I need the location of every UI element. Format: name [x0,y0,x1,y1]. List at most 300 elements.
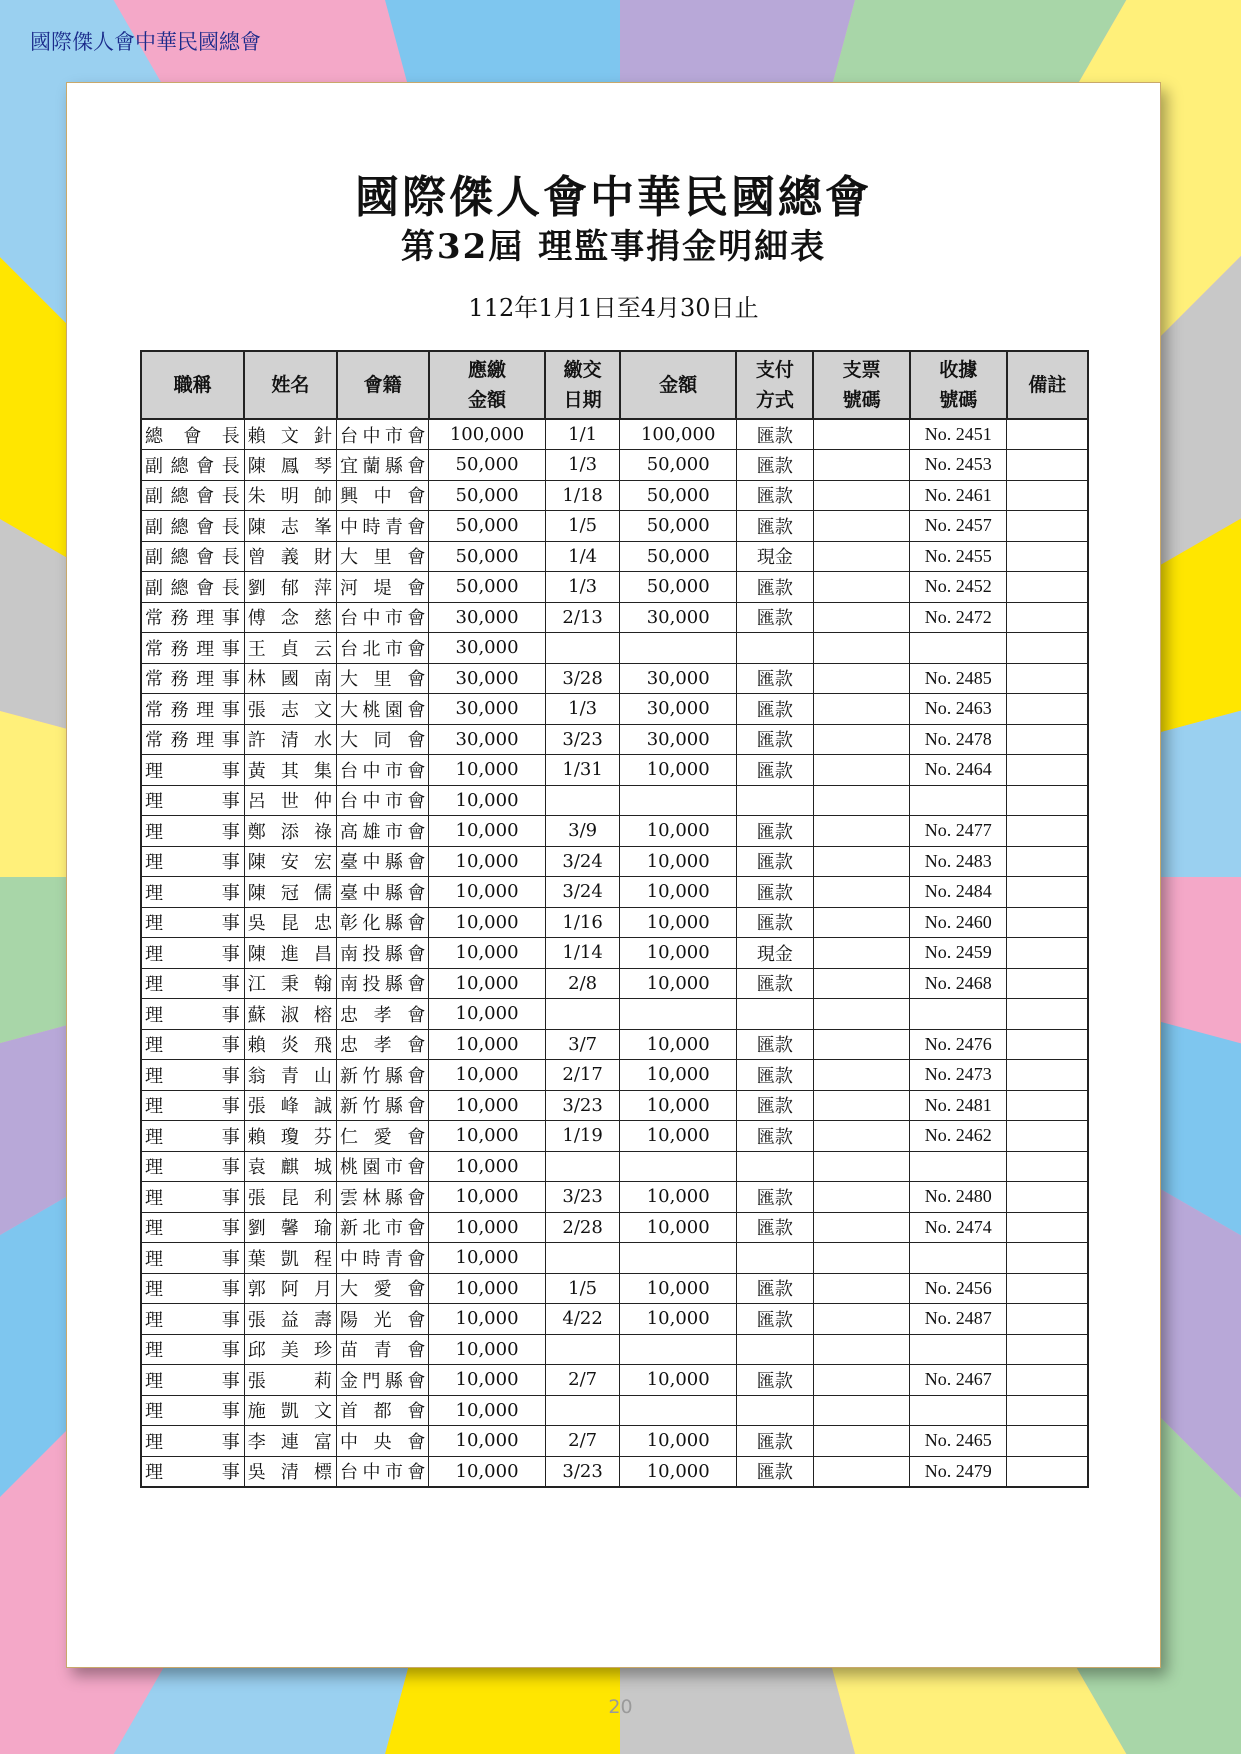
cell-amount: 10,000 [620,1426,736,1457]
table-row [141,663,1088,694]
cell-club: 金門縣會 [337,1365,429,1396]
cell-amount: 10,000 [620,816,736,847]
cell-due-amount: 10,000 [429,968,545,999]
cell-pay-date: 3/24 [545,846,620,877]
cell-payment-method: 匯款 [736,1304,813,1335]
cell-amount: 50,000 [620,572,736,603]
cell-pay-date [545,633,620,664]
cell-amount: 30,000 [620,602,736,633]
cell-club: 臺中縣會 [337,877,429,908]
cell-due-amount: 10,000 [429,1243,545,1274]
cell-receipt-number [910,785,1007,816]
cell-amount: 10,000 [620,938,736,969]
cell-remarks [1007,633,1088,664]
document-page [66,82,1161,1668]
page-number: 20 [608,1696,633,1718]
table-row [141,1243,1088,1274]
cell-amount [620,1334,736,1365]
cell-name: 郭阿月 [244,1273,336,1304]
cell-pay-date: 3/23 [545,1182,620,1213]
cell-name: 曾義財 [244,541,336,572]
cell-amount: 50,000 [620,450,736,481]
cell-due-amount: 100,000 [429,419,545,450]
cell-remarks [1007,938,1088,969]
cell-name: 賴文針 [244,419,336,450]
table-row [141,1365,1088,1396]
cell-pay-date [545,1243,620,1274]
cell-name: 袁麒城 [244,1151,336,1182]
cell-payment-method: 匯款 [736,1273,813,1304]
cell-name: 劉郁萍 [244,572,336,603]
cell-payment-method [736,1243,813,1274]
cell-remarks [1007,816,1088,847]
cell-title: 理事 [141,1090,244,1121]
cell-payment-method: 匯款 [736,1212,813,1243]
cell-amount: 10,000 [620,1029,736,1060]
cell-receipt-number: No. 2473 [910,1060,1007,1091]
cell-amount [620,1243,736,1274]
cell-name: 張峰誠 [244,1090,336,1121]
cell-receipt-number [910,633,1007,664]
donation-table [140,350,1089,1488]
cell-remarks [1007,419,1088,450]
cell-payment-method: 匯款 [736,602,813,633]
cell-pay-date [545,999,620,1030]
cell-check-number [813,480,910,511]
cell-pay-date: 1/31 [545,755,620,786]
cell-amount: 10,000 [620,1121,736,1152]
column-header-due-amount: 應繳 金額 [429,351,545,419]
cell-receipt-number [910,999,1007,1030]
cell-name: 陳進昌 [244,938,336,969]
cell-check-number [813,938,910,969]
cell-title: 常務理事 [141,602,244,633]
cell-due-amount: 50,000 [429,572,545,603]
cell-due-amount: 10,000 [429,846,545,877]
cell-due-amount: 30,000 [429,694,545,725]
cell-due-amount: 10,000 [429,877,545,908]
cell-due-amount: 10,000 [429,1212,545,1243]
cell-check-number [813,450,910,481]
cell-amount [620,785,736,816]
table-row [141,633,1088,664]
column-header-title: 職稱 [141,351,244,419]
cell-receipt-number [910,1243,1007,1274]
cell-name: 王貞云 [244,633,336,664]
cell-due-amount: 10,000 [429,1121,545,1152]
cell-receipt-number: No. 2462 [910,1121,1007,1152]
cell-receipt-number: No. 2459 [910,938,1007,969]
document-subtitle: 第32屆 理監事捐金明細表 [400,227,827,267]
cell-title: 副總會長 [141,572,244,603]
cell-due-amount: 10,000 [429,1273,545,1304]
cell-pay-date: 1/3 [545,450,620,481]
table-row [141,572,1088,603]
cell-remarks [1007,1151,1088,1182]
column-header-receipt-number: 收據 號碼 [910,351,1007,419]
cell-remarks [1007,1060,1088,1091]
cell-amount: 50,000 [620,541,736,572]
cell-pay-date: 2/7 [545,1426,620,1457]
cell-name: 鄭添祿 [244,816,336,847]
cell-check-number [813,1029,910,1060]
cell-remarks [1007,968,1088,999]
table-row [141,1273,1088,1304]
cell-check-number [813,1090,910,1121]
table-row [141,694,1088,725]
cell-pay-date [545,1395,620,1426]
cell-remarks [1007,1426,1088,1457]
table-row [141,1029,1088,1060]
cell-payment-method [736,633,813,664]
cell-club: 新竹縣會 [337,1060,429,1091]
cell-receipt-number: No. 2455 [910,541,1007,572]
cell-remarks [1007,572,1088,603]
cell-remarks [1007,1212,1088,1243]
cell-remarks [1007,785,1088,816]
table-row [141,1151,1088,1182]
cell-receipt-number: No. 2481 [910,1090,1007,1121]
cell-name: 陳鳳琴 [244,450,336,481]
cell-title: 副總會長 [141,541,244,572]
cell-remarks [1007,1182,1088,1213]
cell-title: 理事 [141,1243,244,1274]
cell-title: 總會長 [141,419,244,450]
cell-pay-date [545,1151,620,1182]
cell-receipt-number [910,1395,1007,1426]
cell-club: 苗青會 [337,1334,429,1365]
cell-due-amount: 30,000 [429,602,545,633]
table-body [141,419,1088,1487]
cell-receipt-number: No. 2463 [910,694,1007,725]
table-row [141,877,1088,908]
cell-pay-date: 3/23 [545,1090,620,1121]
cell-payment-method [736,999,813,1030]
cell-check-number [813,663,910,694]
cell-check-number [813,572,910,603]
cell-pay-date: 3/7 [545,1029,620,1060]
cell-remarks [1007,724,1088,755]
cell-payment-method: 匯款 [736,755,813,786]
cell-pay-date [545,1334,620,1365]
cell-title: 副總會長 [141,480,244,511]
cell-name: 江秉翰 [244,968,336,999]
cell-name: 傅念慈 [244,602,336,633]
cell-amount: 50,000 [620,480,736,511]
cell-name: 黃其集 [244,755,336,786]
cell-name: 施凱文 [244,1395,336,1426]
cell-club: 仁愛會 [337,1121,429,1152]
cell-receipt-number: No. 2474 [910,1212,1007,1243]
cell-receipt-number: No. 2460 [910,907,1007,938]
cell-payment-method: 匯款 [736,1029,813,1060]
cell-check-number [813,907,910,938]
cell-pay-date: 3/24 [545,877,620,908]
cell-due-amount: 10,000 [429,1334,545,1365]
cell-check-number [813,1243,910,1274]
cell-amount: 10,000 [620,1456,736,1487]
cell-due-amount: 10,000 [429,1365,545,1396]
cell-check-number [813,1426,910,1457]
cell-payment-method: 匯款 [736,419,813,450]
cell-remarks [1007,1243,1088,1274]
cell-payment-method: 匯款 [736,1060,813,1091]
cell-title: 理事 [141,999,244,1030]
table-row [141,1395,1088,1426]
cell-due-amount: 50,000 [429,541,545,572]
table-row [141,1304,1088,1335]
cell-payment-method: 匯款 [736,1456,813,1487]
cell-check-number [813,785,910,816]
cell-receipt-number: No. 2453 [910,450,1007,481]
table-row [141,1121,1088,1152]
table-row [141,724,1088,755]
cell-club: 大桃園會 [337,694,429,725]
column-header-club: 會籍 [337,351,429,419]
table-row [141,938,1088,969]
cell-payment-method: 匯款 [736,511,813,542]
cell-receipt-number [910,1151,1007,1182]
cell-remarks [1007,846,1088,877]
cell-title: 理事 [141,1029,244,1060]
cell-receipt-number: No. 2479 [910,1456,1007,1487]
cell-pay-date: 2/13 [545,602,620,633]
organization-header: 國際傑人會中華民國總會 [30,30,261,54]
cell-club: 首都會 [337,1395,429,1426]
cell-title: 理事 [141,1426,244,1457]
cell-name: 張莉 [244,1365,336,1396]
cell-payment-method: 匯款 [736,480,813,511]
cell-due-amount: 50,000 [429,480,545,511]
cell-club: 興中會 [337,480,429,511]
cell-club: 台中市會 [337,785,429,816]
cell-title: 理事 [141,907,244,938]
cell-amount: 30,000 [620,663,736,694]
cell-check-number [813,633,910,664]
cell-title: 副總會長 [141,511,244,542]
cell-amount: 10,000 [620,1060,736,1091]
cell-check-number [813,1151,910,1182]
cell-payment-method: 匯款 [736,846,813,877]
cell-due-amount: 10,000 [429,1029,545,1060]
cell-name: 張益壽 [244,1304,336,1335]
cell-title: 常務理事 [141,724,244,755]
cell-club: 陽光會 [337,1304,429,1335]
document-period: 112年1月1日至4月30日止 [468,294,759,322]
cell-pay-date: 2/28 [545,1212,620,1243]
table-row [141,816,1088,847]
cell-check-number [813,1212,910,1243]
table-row [141,1090,1088,1121]
cell-check-number [813,1365,910,1396]
cell-receipt-number: No. 2457 [910,511,1007,542]
cell-title: 理事 [141,846,244,877]
cell-pay-date: 1/3 [545,572,620,603]
cell-title: 理事 [141,1060,244,1091]
cell-pay-date: 3/23 [545,1456,620,1487]
cell-title: 理事 [141,1121,244,1152]
cell-remarks [1007,877,1088,908]
cell-pay-date: 1/4 [545,541,620,572]
cell-remarks [1007,1090,1088,1121]
cell-payment-method [736,1334,813,1365]
cell-check-number [813,694,910,725]
column-header-name: 姓名 [244,351,336,419]
cell-receipt-number: No. 2467 [910,1365,1007,1396]
cell-pay-date: 2/17 [545,1060,620,1091]
cell-check-number [813,846,910,877]
cell-name: 吳清標 [244,1456,336,1487]
cell-remarks [1007,1334,1088,1365]
cell-title: 理事 [141,938,244,969]
cell-receipt-number: No. 2465 [910,1426,1007,1457]
cell-check-number [813,1334,910,1365]
document-title: 國際傑人會中華民國總會 [355,172,872,223]
cell-due-amount: 10,000 [429,785,545,816]
cell-name: 朱明帥 [244,480,336,511]
cell-receipt-number: No. 2461 [910,480,1007,511]
cell-payment-method: 現金 [736,541,813,572]
cell-pay-date: 1/14 [545,938,620,969]
cell-check-number [813,419,910,450]
cell-name: 陳冠儒 [244,877,336,908]
cell-pay-date: 4/22 [545,1304,620,1335]
cell-payment-method: 匯款 [736,1182,813,1213]
cell-club: 南投縣會 [337,968,429,999]
cell-pay-date: 1/18 [545,480,620,511]
cell-payment-method: 匯款 [736,907,813,938]
cell-name: 蘇淑榕 [244,999,336,1030]
cell-payment-method: 匯款 [736,724,813,755]
cell-check-number [813,1456,910,1487]
cell-title: 理事 [141,1182,244,1213]
cell-due-amount: 10,000 [429,1456,545,1487]
cell-receipt-number: No. 2456 [910,1273,1007,1304]
cell-pay-date: 1/1 [545,419,620,450]
cell-pay-date [545,785,620,816]
cell-club: 新北市會 [337,1212,429,1243]
cell-amount: 30,000 [620,724,736,755]
cell-amount: 10,000 [620,846,736,877]
cell-club: 台中市會 [337,602,429,633]
cell-amount: 30,000 [620,694,736,725]
column-header-amount: 金額 [620,351,736,419]
cell-name: 張昆利 [244,1182,336,1213]
cell-club: 臺中縣會 [337,846,429,877]
cell-club: 彰化縣會 [337,907,429,938]
cell-pay-date: 1/5 [545,1273,620,1304]
cell-check-number [813,1304,910,1335]
cell-check-number [813,511,910,542]
cell-title: 理事 [141,1212,244,1243]
cell-receipt-number: No. 2452 [910,572,1007,603]
table-row [141,968,1088,999]
cell-payment-method: 匯款 [736,450,813,481]
cell-due-amount: 10,000 [429,907,545,938]
cell-club: 雲林縣會 [337,1182,429,1213]
cell-due-amount: 30,000 [429,724,545,755]
cell-name: 李連富 [244,1426,336,1457]
cell-amount: 10,000 [620,1273,736,1304]
cell-name: 劉馨瑜 [244,1212,336,1243]
cell-name: 呂世仲 [244,785,336,816]
cell-name: 吳昆忠 [244,907,336,938]
cell-club: 忠孝會 [337,999,429,1030]
cell-title: 理事 [141,1151,244,1182]
cell-amount: 100,000 [620,419,736,450]
cell-receipt-number: No. 2485 [910,663,1007,694]
cell-remarks [1007,1121,1088,1152]
table-row [141,1426,1088,1457]
cell-payment-method: 現金 [736,938,813,969]
cell-receipt-number: No. 2476 [910,1029,1007,1060]
cell-remarks [1007,1395,1088,1426]
cell-title: 理事 [141,877,244,908]
cell-club: 台北市會 [337,633,429,664]
cell-remarks [1007,1365,1088,1396]
cell-check-number [813,1395,910,1426]
column-header-remarks: 備註 [1007,351,1088,419]
cell-title: 理事 [141,816,244,847]
cell-check-number [813,541,910,572]
cell-title: 理事 [141,1273,244,1304]
table-row [141,1060,1088,1091]
cell-remarks [1007,663,1088,694]
cell-due-amount: 30,000 [429,663,545,694]
cell-receipt-number: No. 2478 [910,724,1007,755]
cell-payment-method [736,1395,813,1426]
cell-receipt-number: No. 2472 [910,602,1007,633]
cell-check-number [813,1182,910,1213]
cell-amount: 10,000 [620,1182,736,1213]
cell-amount: 50,000 [620,511,736,542]
cell-due-amount: 10,000 [429,816,545,847]
cell-pay-date: 1/19 [545,1121,620,1152]
cell-due-amount: 10,000 [429,1090,545,1121]
cell-remarks [1007,450,1088,481]
cell-remarks [1007,1029,1088,1060]
cell-payment-method: 匯款 [736,1121,813,1152]
table-row [141,480,1088,511]
column-header-payment-method: 支付 方式 [736,351,813,419]
cell-amount: 10,000 [620,968,736,999]
cell-title: 理事 [141,785,244,816]
cell-amount: 10,000 [620,877,736,908]
table-header-row [141,351,1088,419]
cell-amount [620,1395,736,1426]
cell-due-amount: 10,000 [429,999,545,1030]
cell-remarks [1007,1456,1088,1487]
cell-pay-date: 1/3 [545,694,620,725]
cell-amount [620,1151,736,1182]
cell-remarks [1007,999,1088,1030]
cell-club: 新竹縣會 [337,1090,429,1121]
cell-club: 忠孝會 [337,1029,429,1060]
table-row [141,846,1088,877]
cell-remarks [1007,1304,1088,1335]
cell-payment-method: 匯款 [736,1365,813,1396]
cell-title: 理事 [141,1365,244,1396]
cell-club: 南投縣會 [337,938,429,969]
table-row [141,1456,1088,1487]
cell-club: 台中市會 [337,755,429,786]
cell-amount [620,999,736,1030]
cell-remarks [1007,907,1088,938]
cell-title: 理事 [141,755,244,786]
cell-remarks [1007,602,1088,633]
cell-club: 台中市會 [337,1456,429,1487]
cell-due-amount: 10,000 [429,1304,545,1335]
